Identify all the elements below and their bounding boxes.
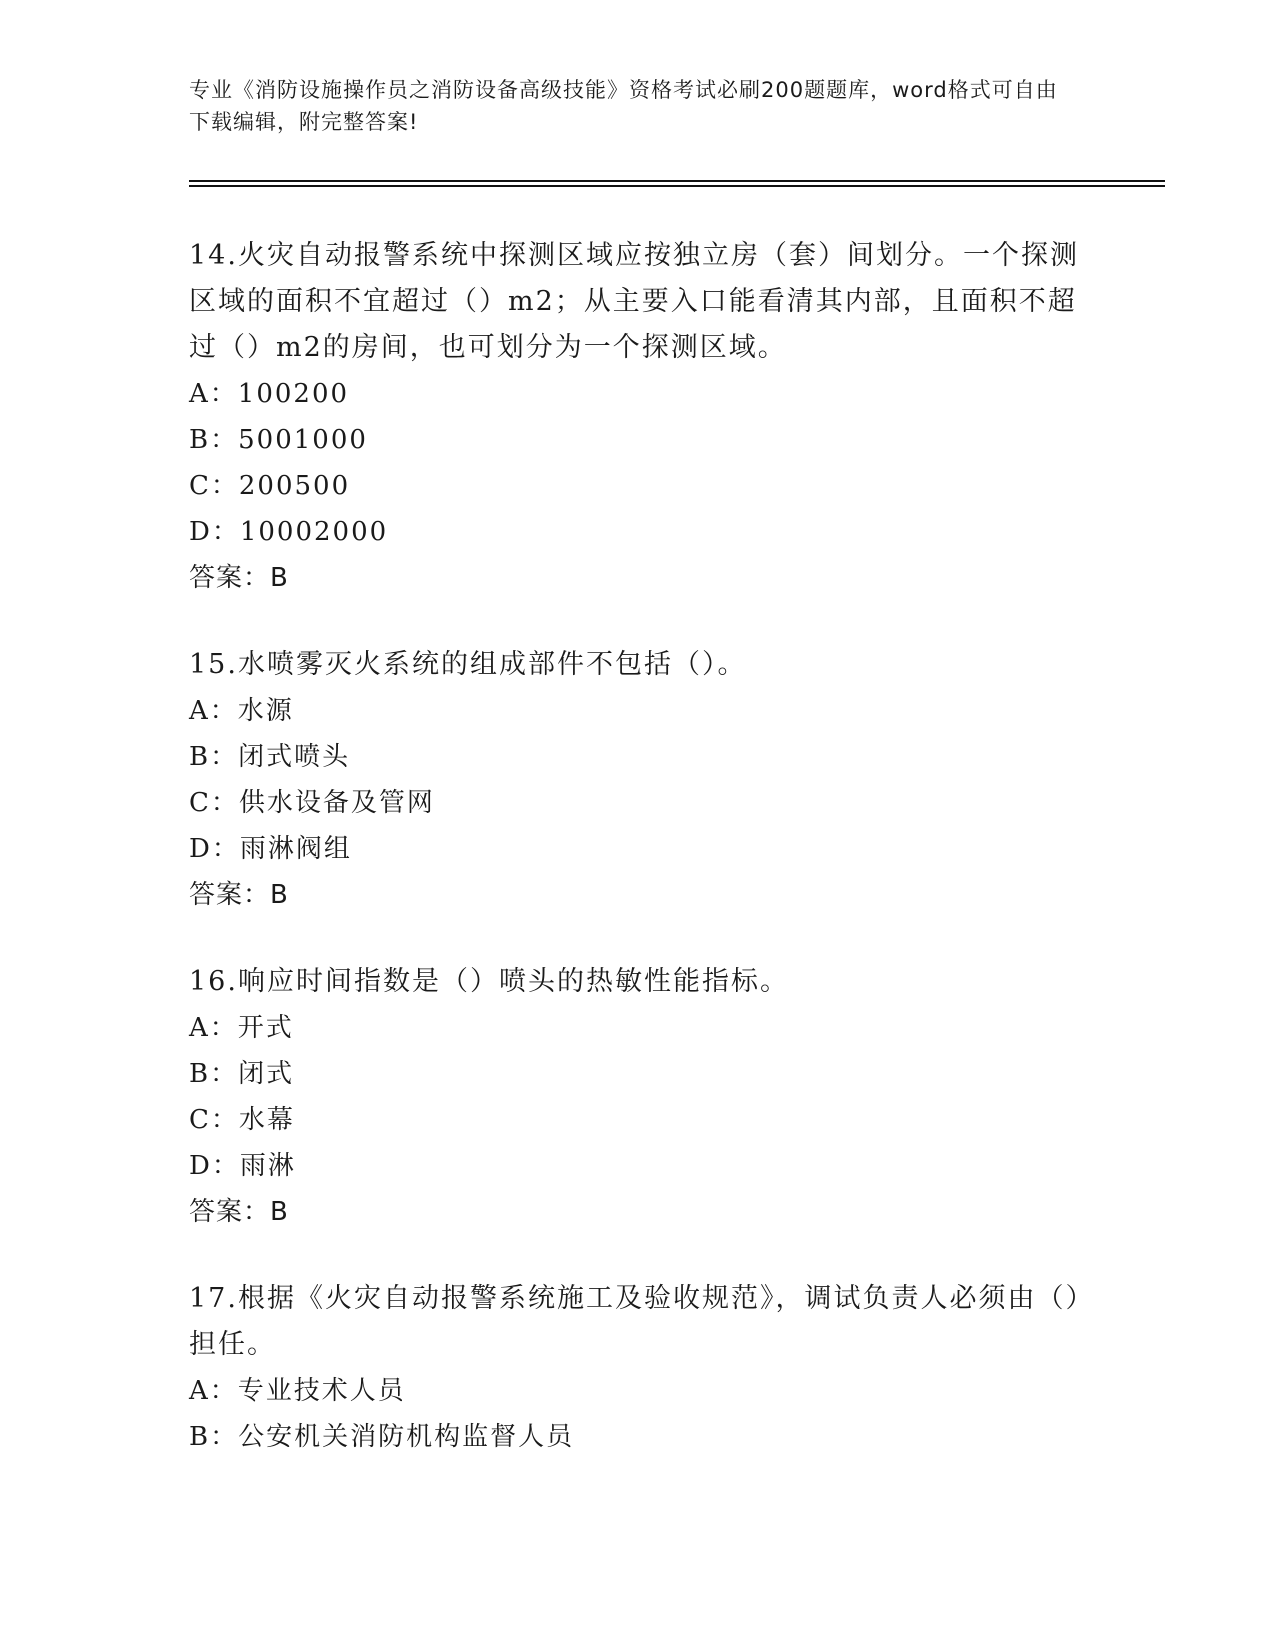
option-b: B：闭式喷头 [189, 742, 351, 772]
option-a: A：开式 [189, 1013, 294, 1043]
answer-label: 答案：B [189, 563, 289, 593]
option-d: D：雨淋阀组 [189, 834, 352, 864]
option-b: B：闭式 [189, 1059, 295, 1089]
option-c: C：供水设备及管网 [189, 788, 435, 818]
option-c: C：200500 [189, 471, 351, 501]
answer-label: 答案：B [189, 880, 289, 910]
question-17 [189, 1276, 1089, 1460]
option-a: A：水源 [189, 696, 294, 726]
question-stem: 15.水喷雾灭火系统的组成部件不包括（）。 [189, 649, 747, 680]
document-header: 专业《消防设施操作员之消防设备高级技能》资格考试必刷200题题库，word格式可自由下载编辑，附完整答案! [189, 78, 1058, 134]
header-divider-bottom [189, 185, 1165, 187]
option-a: A：100200 [189, 379, 350, 409]
option-c: C：水幕 [189, 1105, 295, 1135]
question-stem: 14.火灾自动报警系统中探测区域应按独立房（套）间划分。一个探测区域的面积不宜超过（）m2；从主要入口能看清其内部，且面积不超过（）m2的房间，也可划分为一个探测区域。 [189, 240, 1079, 363]
option-d: D：10002000 [189, 517, 389, 547]
option-a: A：专业技术人员 [189, 1376, 406, 1406]
answer-label: 答案：B [189, 1197, 289, 1227]
question-list [189, 233, 1089, 1501]
option-b: B：公安机关消防机构监督人员 [189, 1422, 575, 1452]
header-divider-top [189, 180, 1165, 182]
option-d: D：雨淋 [189, 1151, 296, 1181]
question-stem: 16.响应时间指数是（）喷头的热敏性能指标。 [189, 966, 789, 997]
question-16 [189, 959, 1089, 1235]
option-b: B：5001000 [189, 425, 368, 455]
question-stem: 17.根据《火灾自动报警系统施工及验收规范》，调试负责人必须由（）担任。 [189, 1283, 1081, 1360]
question-14 [189, 233, 1089, 601]
question-15 [189, 642, 1089, 918]
